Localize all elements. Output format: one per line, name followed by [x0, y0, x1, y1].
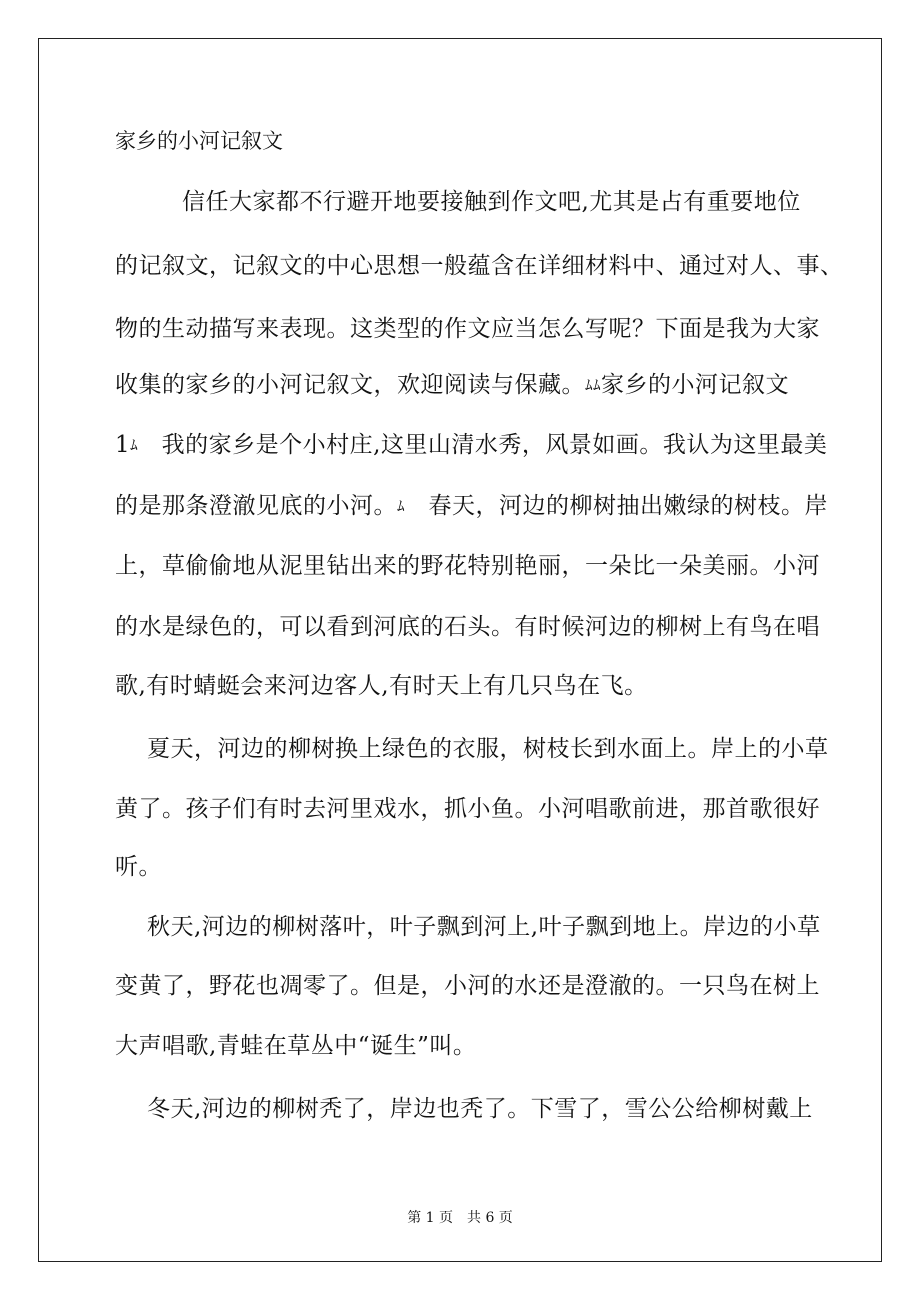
body-line-15: 大声唱歌,青蛙在草丛中“诞生”叫。 — [115, 1033, 477, 1059]
body-line-1: 信任大家都不行避开地要接触到作文吧,尤其是占有重要地位 — [182, 189, 801, 215]
body-line-6-text: 的是那条澄澈见底的小河。 — [115, 493, 397, 519]
body-line-9: 歌,有时蜻蜓会来河边客人,有时天上有几只鸟在飞。 — [115, 673, 648, 699]
section-number: 1 — [115, 432, 131, 458]
body-line-6-text-b: 春天，河边的柳树抽出嫩绿的树枝。岸 — [428, 493, 828, 519]
body-line-7: 上，草偷偷地从泥里钻出来的野花特别艳丽，一朵比一朵美丽。小河 — [115, 553, 820, 579]
body-line-5-text: 我的家乡是个小村庄,这里山清水秀，风景如画。我认为这里最美 — [161, 432, 828, 458]
body-line-10: 夏天，河边的柳树换上绿色的衣服，树枝长到水面上。岸上的小草 — [147, 736, 829, 762]
page-footer — [0, 1208, 920, 1228]
body-line-5 — [115, 429, 827, 461]
section-heading: 家乡的小河记叙文 — [601, 372, 790, 398]
body-line-4-text: 收集的家乡的小河记叙文，欢迎阅读与保藏。 — [115, 372, 585, 398]
paragraph-mark-glyph: ﾑ — [130, 436, 139, 454]
page-frame — [38, 38, 882, 1262]
body-line-2: 的记叙文，记叙文的中心思想一般蕴含在详细材料中、通过对人、事、 — [115, 253, 844, 279]
paragraph-mark-glyph: ﾑ — [397, 497, 406, 515]
body-line-3: 物的生动描写来表现。这类型的作文应当怎么写呢？下面是我为大家 — [115, 316, 820, 342]
paragraph-mark-glyph: ﾑﾑ — [585, 376, 602, 394]
body-line-8: 的水是绿色的，可以看到河底的石头。有时候河边的柳树上有鸟在唱 — [115, 614, 820, 640]
document-title: 家乡的小河记叙文 — [115, 129, 283, 153]
body-line-14: 变黄了，野花也凋零了。但是，小河的水还是澄澈的。一只鸟在树上 — [115, 973, 820, 999]
page-total: 共 6 页 — [467, 1210, 513, 1226]
body-line-16: 冬天,河边的柳树秃了，岸边也秃了。下雪了，雪公公给柳树戴上 — [147, 1096, 813, 1122]
page-number: 第 1 页 — [407, 1210, 453, 1226]
body-line-6 — [115, 490, 828, 522]
body-line-11: 黄了。孩子们有时去河里戏水，抓小鱼。小河唱歌前进，那首歌很好 — [115, 796, 820, 822]
body-line-4 — [115, 369, 789, 401]
body-line-13: 秋天,河边的柳树落叶，叶子飘到河上,叶子飘到地上。岸边的小草 — [147, 914, 821, 940]
body-line-12: 听。 — [115, 854, 162, 880]
